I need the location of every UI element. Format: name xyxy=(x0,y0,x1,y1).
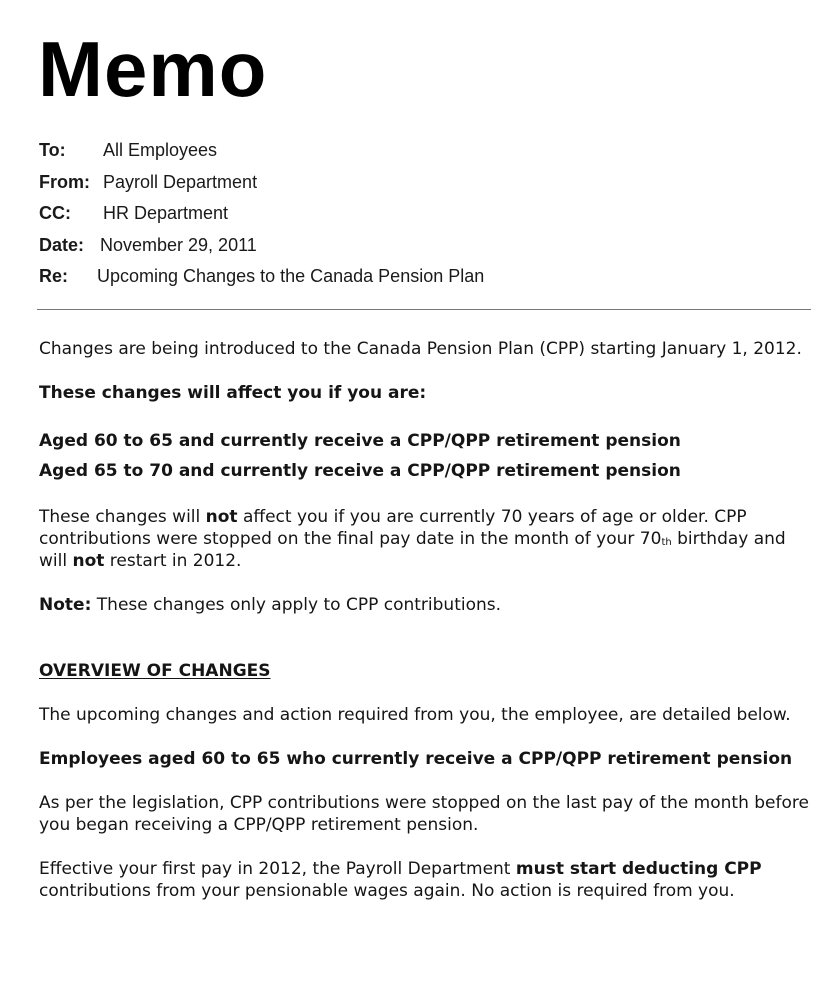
affect-heading: These changes will affect you if you are: xyxy=(39,383,427,403)
criteria-item: Aged 65 to 70 and currently receive a CPP/QPP retirement pension xyxy=(39,461,681,481)
overview-heading: OVERVIEW OF CHANGES xyxy=(39,661,271,681)
intro-paragraph: Changes are being introduced to the Canada Pension Plan (CPP) starting January 1, 2012. xyxy=(39,339,802,359)
not-affect-paragraph: These changes will not affect you if you are currently 70 years of age or older. CPP contributions were stopped on the final pay date in the month of your $70_{th}$ birthday and will not restart in 2012. xyxy=(39,507,786,571)
header-from-row xyxy=(39,168,799,200)
header-cc-row xyxy=(39,199,799,231)
legislation-paragraph: As per the legislation, CPP contributions were stopped on the last pay of the month before you began receiving a CPP/QPP retirement pension. xyxy=(39,793,809,835)
from-label: From: xyxy=(39,171,90,192)
note-label: Note: xyxy=(39,595,92,615)
effective-paragraph: Effective your first pay in 2012, the Payroll Department must start deducting CPP contributions from your pensionable wages again. No action is required from you. xyxy=(39,859,762,901)
header-re-row xyxy=(39,262,799,294)
re-value: Upcoming Changes to the Canada Pension Plan xyxy=(97,266,485,286)
header-divider xyxy=(37,309,811,310)
criteria-item: Aged 60 to 65 and currently receive a CPP/QPP retirement pension xyxy=(39,431,681,451)
from-value: Payroll Department xyxy=(103,171,258,192)
overview-paragraph: The upcoming changes and action required from you, the employee, are detailed below. xyxy=(39,705,791,725)
header-date-row xyxy=(39,231,799,263)
note-paragraph: Note: These changes only apply to CPP contributions. xyxy=(39,595,502,615)
date-label: Date: xyxy=(39,234,85,255)
memo-body xyxy=(39,338,811,902)
date-value: November 29, 2011 xyxy=(100,234,257,255)
to-value: All Employees xyxy=(103,140,218,160)
re-label: Re: xyxy=(39,266,69,286)
group-heading: Employees aged 60 to 65 who currently receive a CPP/QPP retirement pension xyxy=(39,749,793,769)
header-to-row xyxy=(39,136,799,168)
cc-value: HR Department xyxy=(103,203,229,223)
cc-label: CC: xyxy=(39,203,71,223)
ordinal-suffix: th xyxy=(661,537,672,548)
memo-title: Memo xyxy=(38,25,268,113)
criteria-list xyxy=(39,426,811,486)
to-label: To: xyxy=(39,140,66,160)
memo-header xyxy=(39,136,799,294)
